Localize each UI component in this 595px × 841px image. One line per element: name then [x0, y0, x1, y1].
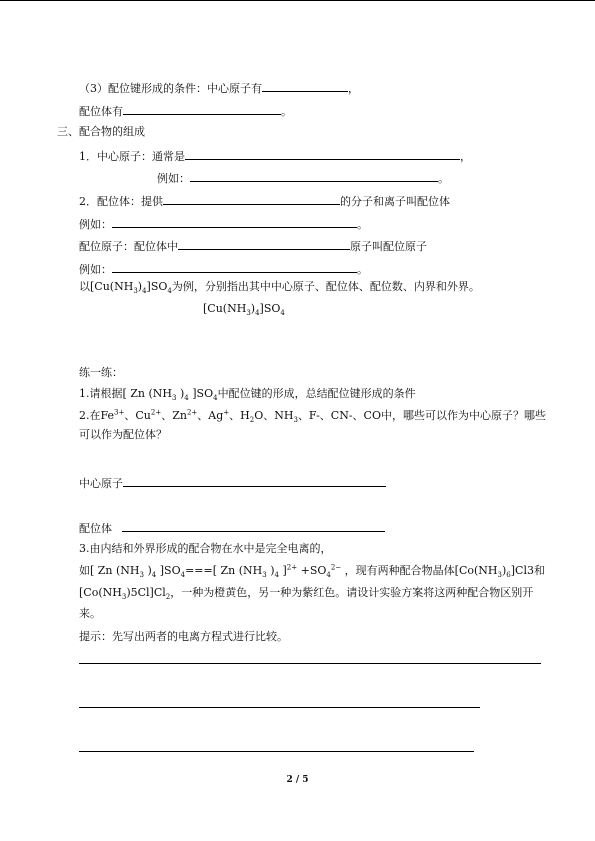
- blank: [123, 475, 386, 487]
- coordinating-atom-line: 配位原子：配位体中 原子叫配位原子: [79, 240, 427, 253]
- blank: [262, 80, 348, 92]
- header-rule: [0, 0, 595, 1]
- blank: [190, 170, 438, 182]
- answer-line-2: [79, 707, 480, 708]
- center-atom-answer-line: 中心原子: [79, 475, 386, 491]
- q3-condition-line: （3）配位键形成的条件：中心原子有 ，: [79, 82, 359, 95]
- example1-line: 例如： 。: [157, 172, 449, 185]
- answer-line-1: [79, 663, 541, 664]
- q3-prefix: （3）配位键形成的条件：中心原子有: [79, 82, 262, 95]
- blank: [112, 261, 357, 273]
- blank: [123, 103, 281, 115]
- section-title: 三、配合物的组成: [57, 125, 145, 138]
- page-number: 2 / 5: [286, 775, 309, 785]
- task-line: 以$[Cu(NH_3)_4]SO_4$为例，分别指出其中中心原子、配位体、配位数、内界和外界。: [79, 280, 480, 296]
- practice-q3-line2: 如[ Zn ($NH_3$ )$_4$ ]$SO_4===$[ Zn ($NH_3$ )$_4$ ]$^{2+} +SO_4^{2-}$ ，现有两种配合物晶体$[Co(NH_3)_6]Cl3$和: [79, 563, 545, 580]
- blank: [185, 148, 460, 160]
- item2-line: 2．配位体：提供 的分子和离子叫配位体: [79, 195, 450, 208]
- ligand-answer-line: 配位体: [79, 520, 385, 536]
- practice-q3-line1: 3.由内结和外界形成的配合物在水中是完全电离的，: [79, 542, 332, 555]
- blank: [178, 238, 350, 250]
- example2-line: 例如： 。: [79, 218, 368, 231]
- blank: [163, 193, 340, 205]
- practice-q2-line2: 可以作为配位体？: [79, 428, 167, 441]
- practice-title: 练一练：: [79, 366, 123, 379]
- blank: [122, 520, 385, 532]
- hint-line: 提示：先写出两者的电离方程式进行比较。: [79, 630, 288, 643]
- practice-q3-line4: 来。: [79, 607, 101, 620]
- formula-display: $[Cu(NH_3)_4]SO_4$: [203, 302, 285, 318]
- practice-q3-line3: $[Co(NH_3)5Cl]Cl_2$，一种为橙黄色，另一种为紫红色。请设计实验方案将这两种配合物区别开: [79, 586, 534, 602]
- answer-line-3: [79, 751, 474, 752]
- practice-q1: 1.请根据[ Zn ($NH_3$ )$_4$ ]$SO_4$中配位键的形成，总结配位键形成的条件: [79, 387, 416, 403]
- practice-q2: 2.在$Fe^{3+}$、$Cu^{2+}$、$Zn^{2+}$、Ag+、$H_2O$、$NH_3$、F-、CN-、CO中，哪些可以作为中心原子？哪些: [79, 408, 546, 425]
- q3-ligand-line: 配位体有 。: [79, 105, 292, 118]
- item1-line: 1．中心原子：通常是 ，: [79, 150, 471, 163]
- example3-line: 例如： 。: [79, 263, 368, 276]
- blank: [112, 216, 357, 228]
